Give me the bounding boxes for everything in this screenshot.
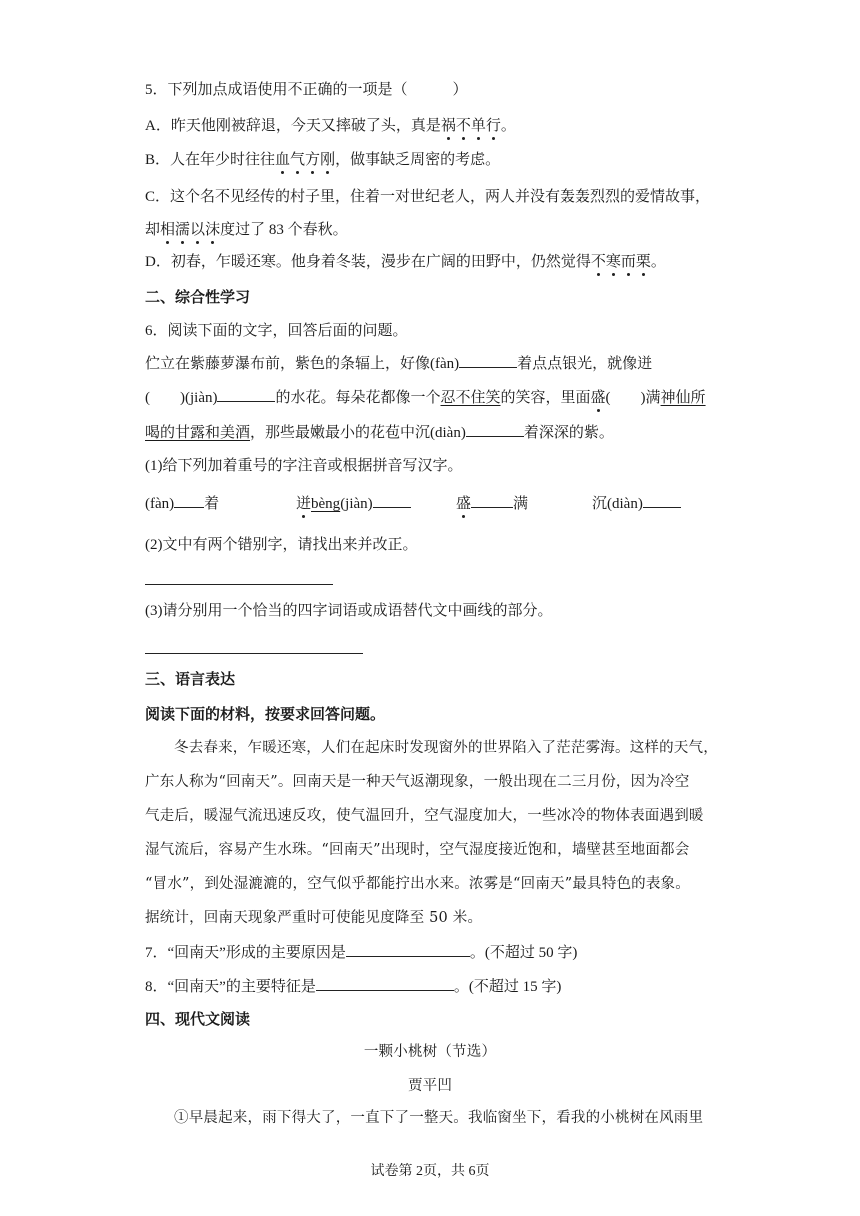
material-line: 湿气流后，容易产生水珠。“回南天”出现时，空气湿度接近饱和，墙壁甚至地面都会: [145, 842, 690, 858]
passage-text: 的笑容，里面: [500, 390, 591, 406]
dotted-char: 寒: [605, 254, 621, 270]
q5-option-c-text: 却: [145, 222, 161, 238]
material-line: 冬去春来，乍暖还寒，人们在起床时发现窗外的世界陷入了茫茫雾海。这样的天气，: [174, 740, 718, 756]
answer-blank[interactable]: [316, 975, 454, 991]
pinyin-prompt: 沉(diàn): [592, 496, 643, 512]
q5-option-d: [145, 252, 666, 272]
section-3-heading: 三、语言表达: [145, 672, 236, 688]
q5-option-c-end: 度过了 83 个春秋。: [220, 222, 348, 238]
answer-blank[interactable]: [217, 386, 275, 402]
q7: [145, 941, 577, 963]
section-2-heading: 二、综合性学习: [145, 290, 251, 306]
dotted-char: 不: [590, 254, 606, 270]
passage-text: 着深深的紫。: [523, 425, 614, 441]
q6-sub3: (3)请分别用一个恰当的四字词语或成语替代文中画线的部分。: [145, 603, 553, 619]
dotted-char: 血: [275, 152, 291, 168]
q5-option-c-line1: C．这个名不见经传的村子里，住着一对世纪老人，两人并没有轰轰烈烈的爱情故事，: [145, 189, 711, 205]
article-title: 一颗小桃树（节选）: [363, 1044, 497, 1060]
passage-text: ( )满: [605, 390, 661, 406]
q5-option-a-text: A．昨天他刚被辞退，今天又摔破了头，真是: [145, 118, 441, 134]
answer-line[interactable]: [145, 584, 333, 585]
dotted-char: 刚: [320, 152, 336, 168]
material-line: 广东人称为“回南天”。回南天是一种天气返潮现象，一般出现在二三月份，因为冷空: [145, 774, 690, 790]
q5-option-d-text: D．初春，乍暖还寒。他身着冬装，漫步在广阔的田野中，仍然觉得: [145, 254, 591, 270]
material-line: 据统计，回南天现象严重时可使能见度降至 50 米。: [145, 910, 483, 926]
dotted-char: 而: [620, 254, 636, 270]
dotted-char: 方: [305, 152, 321, 168]
q5-option-a-end: 。: [500, 118, 516, 134]
q6-passage-line1: [145, 352, 652, 374]
answer-blank[interactable]: [373, 492, 411, 508]
article-paragraph: ①早晨起来，雨下得大了，一直下了一整天。我临窗坐下，看我的小桃树在风雨里: [174, 1110, 704, 1126]
passage-text: 伫立在紫藤萝瀑布前，紫色的条辐上，好像(fàn): [145, 356, 460, 372]
passage-text: 着点点银光，就像迸: [517, 356, 653, 372]
dotted-char: 盛: [456, 496, 472, 512]
underlined-phrase: 忍不住笑: [440, 390, 501, 406]
dotted-char: 相: [160, 222, 176, 238]
dotted-char: 以: [190, 222, 206, 238]
answer-blank[interactable]: [459, 352, 517, 368]
question-text: 7．“回南天”形成的主要原因是: [145, 945, 346, 961]
dotted-char: 迸: [296, 496, 312, 512]
q6-fill-3: [456, 492, 528, 514]
page-footer: 试卷第 2页，共 6页: [370, 1164, 490, 1179]
q5-option-b-text: B．人在年少时往往: [145, 152, 276, 168]
q5-option-a: [145, 116, 516, 136]
passage-text: 满: [513, 496, 529, 512]
question-text: 8．“回南天”的主要特征是: [145, 979, 316, 995]
material-line: “冒水”，到处湿漉漉的，空气似乎都能拧出水来。浓雾是“回南天”最具特色的表象。: [145, 876, 690, 892]
dotted-char: 濡: [175, 222, 191, 238]
dotted-char: 气: [290, 152, 306, 168]
answer-blank[interactable]: [471, 492, 513, 508]
q6-sub2: (2)文中有两个错别字，请找出来并改正。: [145, 537, 418, 553]
q6-fill-4: [592, 492, 681, 514]
answer-blank[interactable]: [466, 421, 524, 437]
dotted-char: 盛: [590, 390, 606, 406]
answer-blank[interactable]: [174, 492, 204, 508]
answer-blank[interactable]: [643, 492, 681, 508]
q6-sub1: (1)给下列加着重号的字注音或根据拼音写汉字。: [145, 458, 463, 474]
dotted-char: 栗: [635, 254, 651, 270]
q6-fill-1: [145, 492, 219, 514]
q6-stem: 6．阅读下面的文字，回答后面的问题。: [145, 323, 408, 339]
q6-fill-2: [296, 492, 411, 514]
dotted-char: 沫: [205, 222, 221, 238]
dotted-char: 不: [455, 118, 471, 134]
q5-stem: 5．下列加点成语使用不正确的一项是（ ）: [145, 82, 468, 98]
q5-option-c-line2: [145, 220, 348, 240]
q6-passage-line2: [145, 386, 706, 408]
dotted-char: 单: [470, 118, 486, 134]
q8: [145, 975, 561, 997]
passage-text: 着: [204, 496, 220, 512]
question-limit: 。(不超过 50 字): [469, 945, 578, 961]
material-instruction: 阅读下面的材料，按要求回答问题。: [145, 707, 386, 723]
dotted-char: 行: [485, 118, 501, 134]
answer-blank[interactable]: [346, 941, 470, 957]
passage-text: ( )(jiàn): [145, 390, 218, 406]
pinyin-prompt: (jiàn): [340, 496, 373, 512]
answer-line[interactable]: [145, 653, 363, 654]
pinyin-answer: bèng: [311, 496, 341, 512]
article-author: 贾平凹: [407, 1078, 453, 1094]
q5-option-b-end: ，做事缺乏周密的考虑。: [335, 152, 501, 168]
passage-text: 的水花。每朵花都像一个: [275, 390, 441, 406]
question-limit: 。(不超过 15 字): [453, 979, 562, 995]
q5-option-d-end: 。: [650, 254, 666, 270]
q6-passage-line3: [145, 421, 614, 443]
material-line: 气走后，暖湿气流迅速反攻，使气温回升，空气湿度加大，一些冰冷的物体表面遇到暖: [145, 808, 704, 824]
dotted-char: 祸: [440, 118, 456, 134]
underlined-phrase: 喝的甘露和美酒: [145, 425, 251, 441]
passage-text: ，那些最嫩最小的花苞中沉(diàn): [250, 425, 466, 441]
q5-option-b: [145, 150, 500, 170]
pinyin-prompt: (fàn): [145, 496, 175, 512]
section-4-heading: 四、现代文阅读: [145, 1012, 251, 1028]
underlined-phrase: 神仙所: [660, 390, 706, 406]
